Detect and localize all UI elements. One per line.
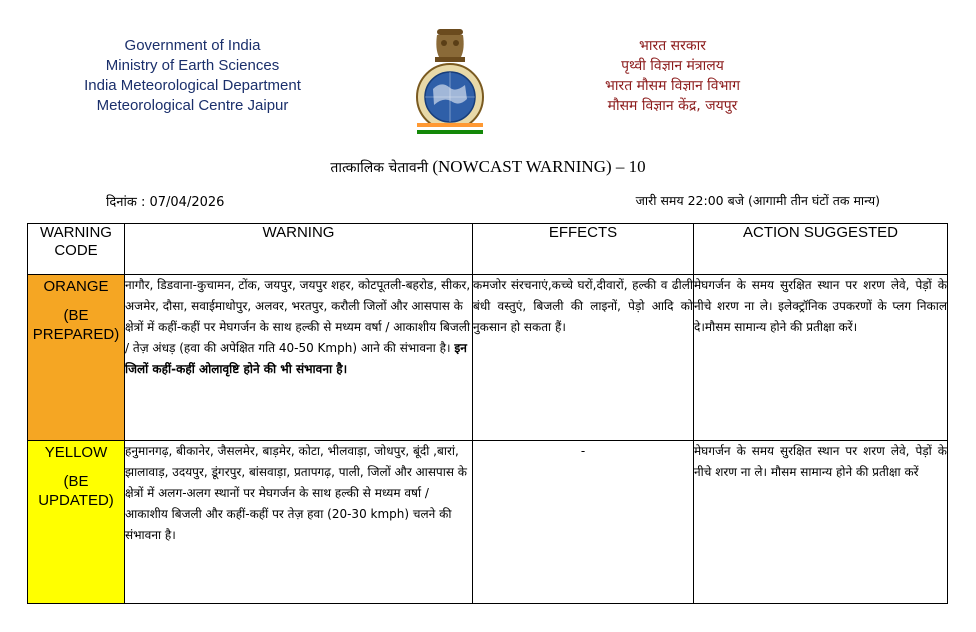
imd-emblem-icon xyxy=(415,27,485,135)
header-english xyxy=(60,36,325,116)
title-english: (NOWCAST WARNING) – 10 xyxy=(428,157,646,176)
table-row-yellow xyxy=(28,441,948,604)
table-row-orange xyxy=(28,275,948,441)
warning-text-yellow: हनुमानगढ़, बीकानेर, जैसलमेर, बाड़मेर, कोटा, भीलवाड़ा, जोधपुर, बूंदी ,बारां, झालावाड़, उदयपुर, डूंगरपुर, बांसवाड़ा, प्रतापगढ़, पाली, जिलों और आसपास के क्षेत्रों में अलग-अलग स्थानों पर मेघगर्जन के साथ हल्की से मध्यम वर्षा / आकाशीय बिजली और कहीं-कहीं पर तेज़ हवा (20-30 kmph) चलने की संभावना है। xyxy=(125,441,473,604)
header-action: ACTION SUGGESTED xyxy=(694,224,948,275)
code-orange: ORANGE xyxy=(43,278,109,295)
issue-date: दिनांक : 07/04/2026 xyxy=(106,195,225,210)
header-effects: EFFECTS xyxy=(473,224,694,275)
action-text-yellow: मेघगर्जन के समय सुरक्षित स्थान पर शरण लेवे, पेड़ों के नीचे शरण ना ले। मौसम सामान्य होने की प्रतीक्षा करें xyxy=(694,441,948,604)
effects-text-orange: कमजोर संरचनाएं,कच्चे घरों,दीवारों, हल्की व ढीली बंधी वस्तुएं, बिजली की लाइनों, पेड़ो आदि को नुकसान हो सकता हैं। xyxy=(473,275,694,441)
header-warning-code: WARNING CODE xyxy=(28,224,125,275)
code-cell-yellow xyxy=(28,441,125,604)
code-cell-orange xyxy=(28,275,125,441)
warning-text-orange: नागौर, डिडवाना-कुचामन, टोंक, जयपुर, जयपुर शहर, कोटपूतली-बहरोड, सीकर, अजमेर, दौसा, सवाईमाधोपुर, अलवर, भरतपुर, करौली जिलों और आसपास के क्षेत्रों में कहीं-कहीं पर मेघगर्जन के साथ हल्की से मध्यम वर्षा / आकाशीय बिजली / तेज़ अंधड़ (हवा की अपेक्षित गति 40-50 Kmph) आने की संभावना है। इन जिलों कहीं-कहीं ओलावृष्टि होने की भी संभावना है। xyxy=(125,275,473,441)
table-header-row xyxy=(28,224,948,275)
header-hi-line-3: भारत मौसम विज्ञान विभाग xyxy=(605,78,740,94)
header-en-line-4: Meteorological Centre Jaipur xyxy=(96,97,289,114)
effects-text-yellow: - xyxy=(473,441,694,604)
header-hi-line-1: भारत सरकार xyxy=(639,38,706,54)
header-hi-line-4: मौसम विज्ञान केंद्र, जयपुर xyxy=(607,98,738,114)
header-hi-line-2: पृथ्वी विज्ञान मंत्रालय xyxy=(621,58,724,74)
header-en-line-2: Ministry of Earth Sciences xyxy=(105,57,280,74)
hail-warning-bold: इन जिलों कहीं-कहीं ओलावृष्टि होने की भी संभावना है। xyxy=(125,341,467,376)
code-orange-sub: (BE PREPARED) xyxy=(32,307,120,343)
header-hindi xyxy=(565,36,780,116)
header-warning: WARNING xyxy=(125,224,473,275)
issue-time: जारी समय 22:00 बजे (आगामी तीन घंटों तक मान्य) xyxy=(635,193,880,208)
page-title xyxy=(0,157,976,177)
action-text-orange: मेघगर्जन के समय सुरक्षित स्थान पर शरण लेवे, पेड़ों के नीचे शरण ना ले। इलेक्ट्रॉनिक उपकरणों के प्लग निकाल दे।मौसम सामान्य होने की प्रतीक्षा करें। xyxy=(694,275,948,441)
code-yellow-sub: (BE UPDATED) xyxy=(38,473,114,509)
code-yellow: YELLOW xyxy=(44,444,108,461)
header-en-line-1: Government of India xyxy=(124,37,261,54)
title-hindi: तात्कालिक चेतावनी xyxy=(330,160,429,176)
header-en-line-3: India Meteorological Department xyxy=(84,77,301,94)
warning-table xyxy=(27,223,948,604)
